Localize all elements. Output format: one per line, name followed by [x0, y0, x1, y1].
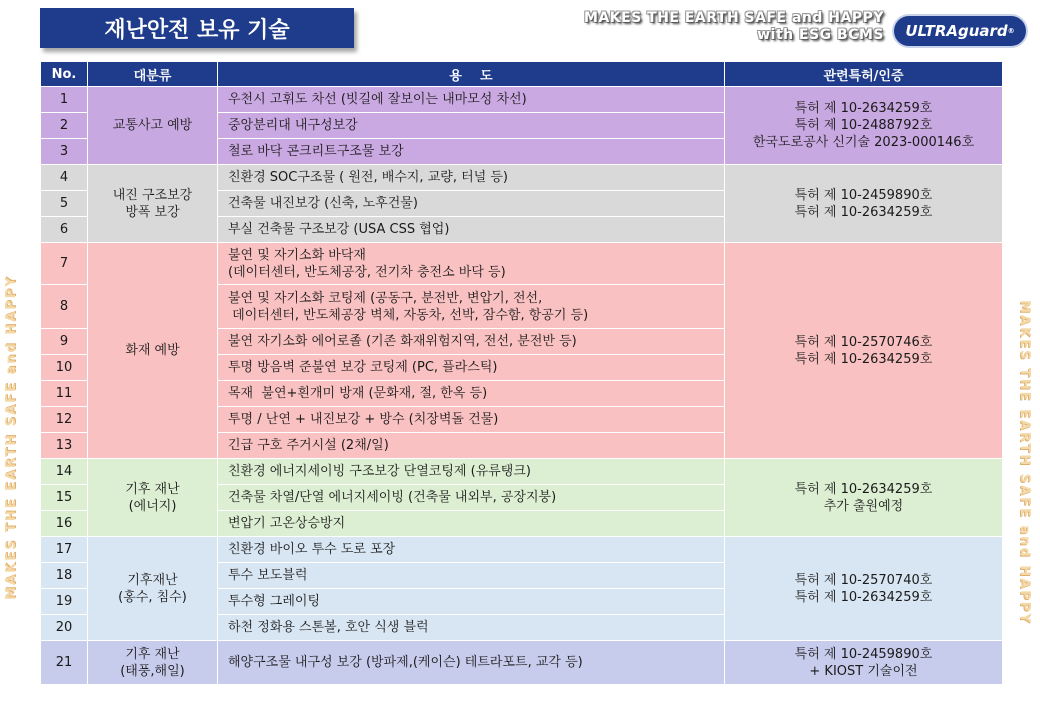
usage-cell: 친환경 SOC구조물 ( 원전, 배수지, 교량, 터널 등) [218, 165, 725, 191]
page-title: 재난안전 보유 기술 [40, 8, 354, 48]
row-number: 4 [41, 165, 88, 191]
usage-cell: 투수형 그레이팅 [218, 589, 725, 615]
patent-line: 특허 제 10-2459890호 [794, 646, 933, 662]
category-cell: 교통사고 예방 [88, 87, 218, 165]
header-usage: 용 도 [218, 62, 725, 87]
row-number: 3 [41, 139, 88, 165]
patent-cell [725, 537, 1003, 641]
table-row [41, 641, 1003, 685]
category-line: 기후재난 [127, 572, 178, 588]
slogan-line2: with ESG BCMS [757, 27, 884, 43]
patent-line: 특허 제 10-2634259호 [794, 204, 933, 220]
table-row [41, 459, 1003, 485]
category-cell [88, 537, 218, 641]
ultraguard-logo [892, 14, 1028, 48]
category-line: (태풍,해일) [120, 663, 185, 679]
row-number: 21 [41, 641, 88, 685]
slogan [584, 10, 884, 44]
patent-line: 특허 제 10-2459890호 [794, 187, 933, 203]
side-slogan-right: MAKES THE EARTH SAFE and HAPPY [1017, 300, 1032, 625]
row-number: 9 [41, 329, 88, 355]
category-line: 기후 재난 [125, 481, 180, 497]
usage-cell: 건축물 내진보강 (신축, 노후건물) [218, 191, 725, 217]
row-number: 10 [41, 355, 88, 381]
usage-cell: 친환경 에너지세이빙 구조보강 단열코팅제 (유류탱크) [218, 459, 725, 485]
row-number: 5 [41, 191, 88, 217]
patent-line: 특허 제 10-2488792호 [794, 118, 933, 133]
usage-cell [218, 243, 725, 285]
header-patent: 관련특허/인증 [725, 62, 1003, 87]
usage-cell: 하천 정화용 스톤볼, 호안 식생 블럭 [218, 615, 725, 641]
category-line: (에너지) [128, 498, 177, 514]
logo-text: ULTRAguard [905, 22, 1008, 40]
patent-cell [725, 243, 1003, 459]
row-number: 17 [41, 537, 88, 563]
patent-line: 추가 출원예정 [823, 498, 904, 514]
usage-line: 불연 및 자기소화 바닥재 [228, 247, 366, 263]
side-slogan-left: MAKES THE EARTH SAFE and HAPPY [4, 275, 19, 600]
row-number: 11 [41, 381, 88, 407]
usage-line: 데이터센터, 반도체공장 벽체, 자동차, 선박, 잠수함, 항공기 등) [228, 307, 589, 323]
row-number: 15 [41, 485, 88, 511]
header-category: 대분류 [88, 62, 218, 87]
patent-line: 특허 제 10-2570746호 [794, 334, 933, 350]
patent-line: 특허 제 10-2634259호 [794, 481, 933, 497]
category-cell [88, 641, 218, 685]
usage-cell: 변압기 고온상승방지 [218, 511, 725, 537]
table-header-row [41, 62, 1003, 87]
table-row [41, 87, 1003, 113]
patent-line: 한국도로공사 신기술 2023-000146호 [752, 135, 975, 150]
row-number: 14 [41, 459, 88, 485]
logo-mark: ® [1007, 27, 1015, 35]
patent-cell [725, 641, 1003, 685]
usage-cell [218, 285, 725, 329]
table-row [41, 165, 1003, 191]
category-line: (홍수, 침수) [118, 589, 187, 605]
row-number: 6 [41, 217, 88, 243]
patent-line: 특허 제 10-2634259호 [794, 351, 933, 367]
usage-cell: 철로 바닥 콘크리트구조물 보강 [218, 139, 725, 165]
row-number: 2 [41, 113, 88, 139]
patent-line: + KIOST 기술이전 [809, 663, 918, 679]
category-line: 방폭 보강 [125, 204, 180, 220]
patent-cell [725, 165, 1003, 243]
category-cell [88, 165, 218, 243]
patent-cell [725, 459, 1003, 537]
row-number: 7 [41, 243, 88, 285]
slogan-line1: MAKES THE EARTH SAFE and HAPPY [584, 10, 884, 26]
usage-cell: 친환경 바이오 투수 도로 포장 [218, 537, 725, 563]
usage-cell: 투명 방음벽 준불연 보강 코팅제 (PC, 플라스틱) [218, 355, 725, 381]
patent-line: 특허 제 10-2570740호 [794, 572, 933, 588]
row-number: 13 [41, 433, 88, 459]
patent-line: 특허 제 10-2634259호 [794, 101, 933, 116]
usage-cell: 목재 불연+흰개미 방재 (문화재, 절, 한옥 등) [218, 381, 725, 407]
category-cell: 화재 예방 [88, 243, 218, 459]
usage-cell: 긴급 구호 주거시설 (2채/일) [218, 433, 725, 459]
category-line: 기후 재난 [125, 646, 180, 662]
patent-cell [725, 87, 1003, 165]
row-number: 12 [41, 407, 88, 433]
table-row [41, 243, 1003, 285]
row-number: 1 [41, 87, 88, 113]
usage-cell: 투수 보도블럭 [218, 563, 725, 589]
header-no: No. [41, 62, 88, 87]
usage-cell: 부실 건축물 구조보강 (USA CSS 협업) [218, 217, 725, 243]
usage-cell: 중앙분리대 내구성보강 [218, 113, 725, 139]
technology-table [40, 61, 1003, 685]
usage-cell: 불연 자기소화 에어로졸 (기존 화재위험지역, 전선, 분전반 등) [218, 329, 725, 355]
table-row [41, 537, 1003, 563]
row-number: 18 [41, 563, 88, 589]
usage-line: 불연 및 자기소화 코팅제 (공동구, 분전반, 변압기, 전선, [228, 290, 543, 306]
row-number: 19 [41, 589, 88, 615]
usage-cell: 투명 / 난연 + 내진보강 + 방수 (치장벽돌 건물) [218, 407, 725, 433]
patent-line: 특허 제 10-2634259호 [794, 589, 933, 605]
usage-cell: 해양구조물 내구성 보강 (방파제,(케이슨) 테트라포트, 교각 등) [218, 641, 725, 685]
category-line: 내진 구조보강 [112, 187, 193, 203]
usage-line: (데이터센터, 반도체공장, 전기차 충전소 바닥 등) [228, 264, 506, 280]
row-number: 20 [41, 615, 88, 641]
row-number: 16 [41, 511, 88, 537]
usage-cell: 건축물 차열/단열 에너지세이빙 (건축물 내외부, 공장지붕) [218, 485, 725, 511]
usage-cell: 우천시 고휘도 차선 (빗길에 잘보이는 내마모성 차선) [218, 87, 725, 113]
row-number: 8 [41, 285, 88, 329]
category-cell [88, 459, 218, 537]
